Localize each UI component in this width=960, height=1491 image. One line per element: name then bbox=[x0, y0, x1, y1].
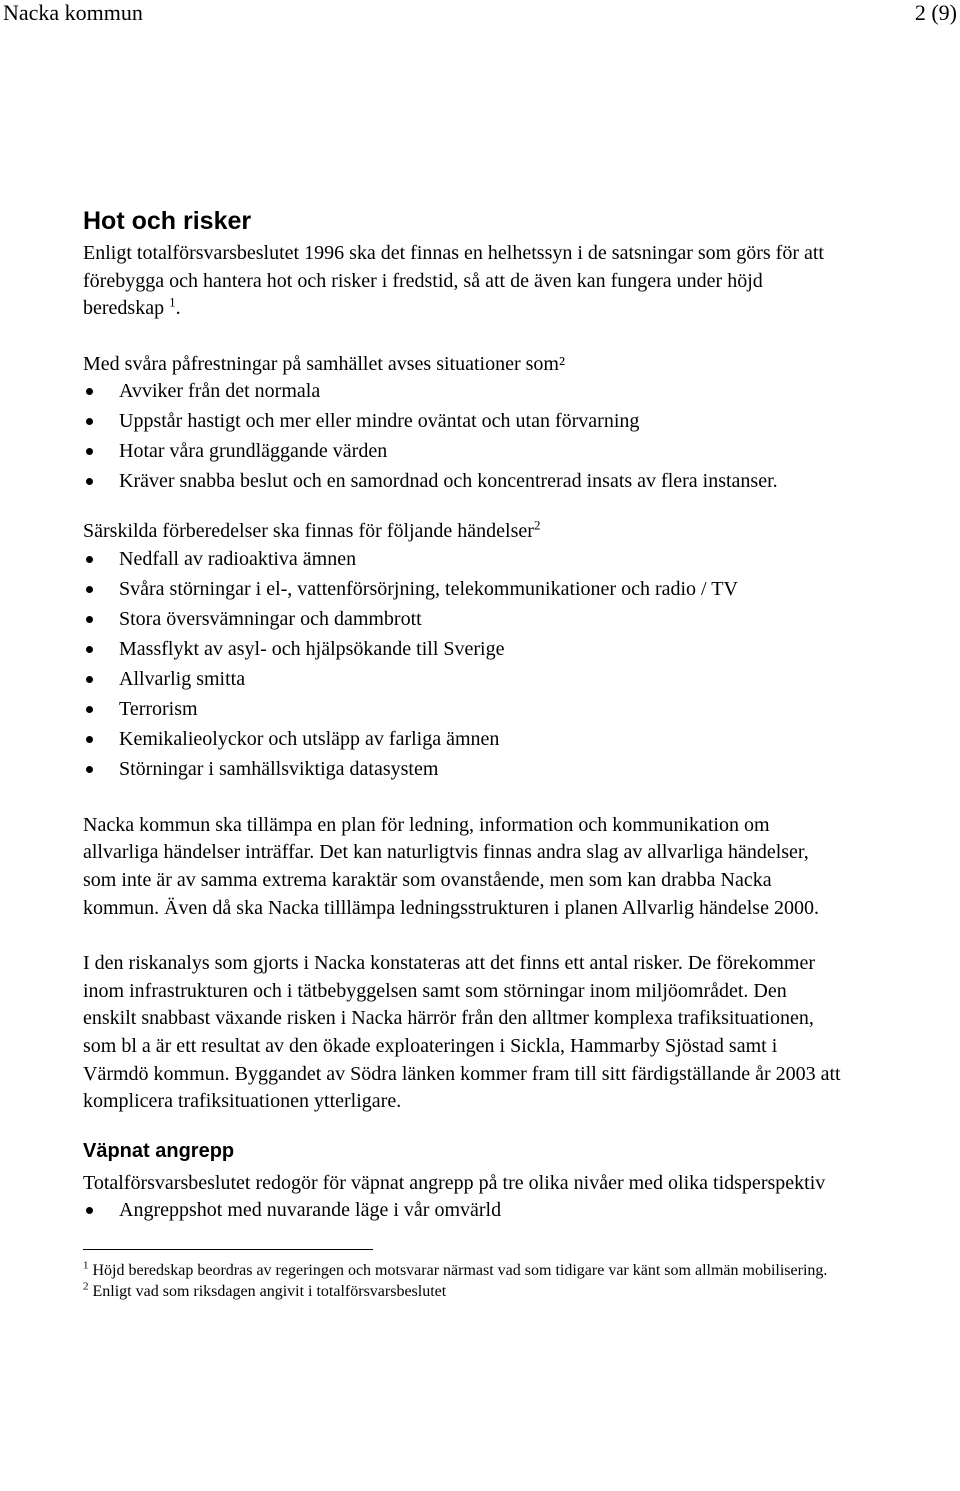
list-item: Störningar i samhällsviktiga datasystem bbox=[83, 756, 843, 784]
list-item: Avviker från det normala bbox=[83, 378, 843, 406]
plan-paragraph: Nacka kommun ska tillämpa en plan för ledning, information och kommunikation om allvarliga händelser inträffar. Det kan naturligtvis finnas andra slag av allvarliga händelser, som inte är av samma extrema karaktär som ovanstående, men som kan drabba Nacka kommun. Även då ska Nacka tilllämpa ledningsstrukturen i planen Allvarlig händelse 2000. bbox=[83, 813, 819, 919]
list2-lead-text: Särskilda förberedelser ska finnas för följande händelser bbox=[83, 520, 534, 543]
list1-lead: Med svåra påfrestningar på samhället avses situationer som² bbox=[83, 352, 565, 375]
footnote-divider bbox=[83, 1249, 373, 1250]
header-page-number: 2 (9) bbox=[914, 0, 957, 25]
subsection-title: Väpnat angrepp bbox=[83, 1139, 235, 1162]
footnote-number: 2 bbox=[83, 1280, 89, 1293]
footnote-text: Enligt vad som riksdagen angivit i totalförsvarsbeslutet bbox=[92, 1282, 447, 1300]
list-item: Terrorism bbox=[83, 696, 843, 724]
list-item: Kemikalieolyckor och utsläpp av farliga ämnen bbox=[83, 726, 843, 754]
list-item: Hotar våra grundläggande värden bbox=[83, 438, 843, 466]
list-item: Stora översvämningar och dammbrott bbox=[83, 606, 843, 634]
intro-text: Enligt totalförsvarsbeslutet 1996 ska det finnas en helhetssyn i de satsningar som görs för att förebygga och hantera hot och risker i fredstid, så att de även kan fungera under höjd beredskap bbox=[83, 242, 824, 320]
list2-lead bbox=[83, 518, 843, 546]
list-item: Kräver snabba beslut och en samordnad och koncentrerad insats av flera instanser. bbox=[83, 468, 843, 496]
intro-end: . bbox=[175, 297, 181, 320]
risk-paragraph: I den riskanalys som gjorts i Nacka konstateras att det finns ett antal risker. De förekommer inom infrastrukturen och i tätbebyggelsen samt som störningar inom miljöområdet. Den enskilt snabbast växande risken i Nacka härrör från den alltmer komplexa trafiksituationen, som bl a är ett resultat av den ökade exploateringen i Sickla, Hammarby Sjöstad samt i Värmdö kommun. Byggandet av Södra länken kommer fram till sitt färdigställande år 2003 att komplicera trafiksituationen ytterligare. bbox=[83, 952, 841, 1113]
footnote-1 bbox=[83, 1260, 843, 1281]
header-organization: Nacka kommun bbox=[3, 0, 143, 25]
events-list bbox=[83, 546, 843, 783]
footnote-ref-1: 1 bbox=[169, 294, 176, 310]
list-item: Angreppshot med nuvarande läge i vår omvärld bbox=[83, 1197, 843, 1225]
list-item: Nedfall av radioaktiva ämnen bbox=[83, 546, 843, 574]
document-body bbox=[83, 206, 843, 1302]
list-item: Massflykt av asyl- och hjälpsökande till Sverige bbox=[83, 636, 843, 664]
list-item: Svåra störningar i el-, vattenförsörjning, telekommunikationer och radio / TV bbox=[83, 576, 843, 604]
footnote-ref-2: 2 bbox=[533, 517, 541, 533]
subsection-intro: Totalförsvarsbeslutet redogör för väpnat angrepp på tre olika nivåer med olika tidsperspektiv bbox=[83, 1171, 826, 1194]
footnote-text: Höjd beredskap beordras av regeringen och motsvarar närmast vad som tidigare var känt som allmän mobilisering. bbox=[92, 1261, 828, 1279]
section-title: Hot och risker bbox=[83, 207, 252, 235]
intro-paragraph bbox=[83, 240, 843, 323]
footnote-number: 1 bbox=[83, 1259, 89, 1272]
situations-list bbox=[83, 378, 843, 496]
list-item: Uppstår hastigt och mer eller mindre oväntat och utan förvarning bbox=[83, 408, 843, 436]
footnote-2 bbox=[83, 1281, 843, 1302]
attack-levels-list bbox=[83, 1197, 843, 1225]
list-item: Allvarlig smitta bbox=[83, 666, 843, 694]
